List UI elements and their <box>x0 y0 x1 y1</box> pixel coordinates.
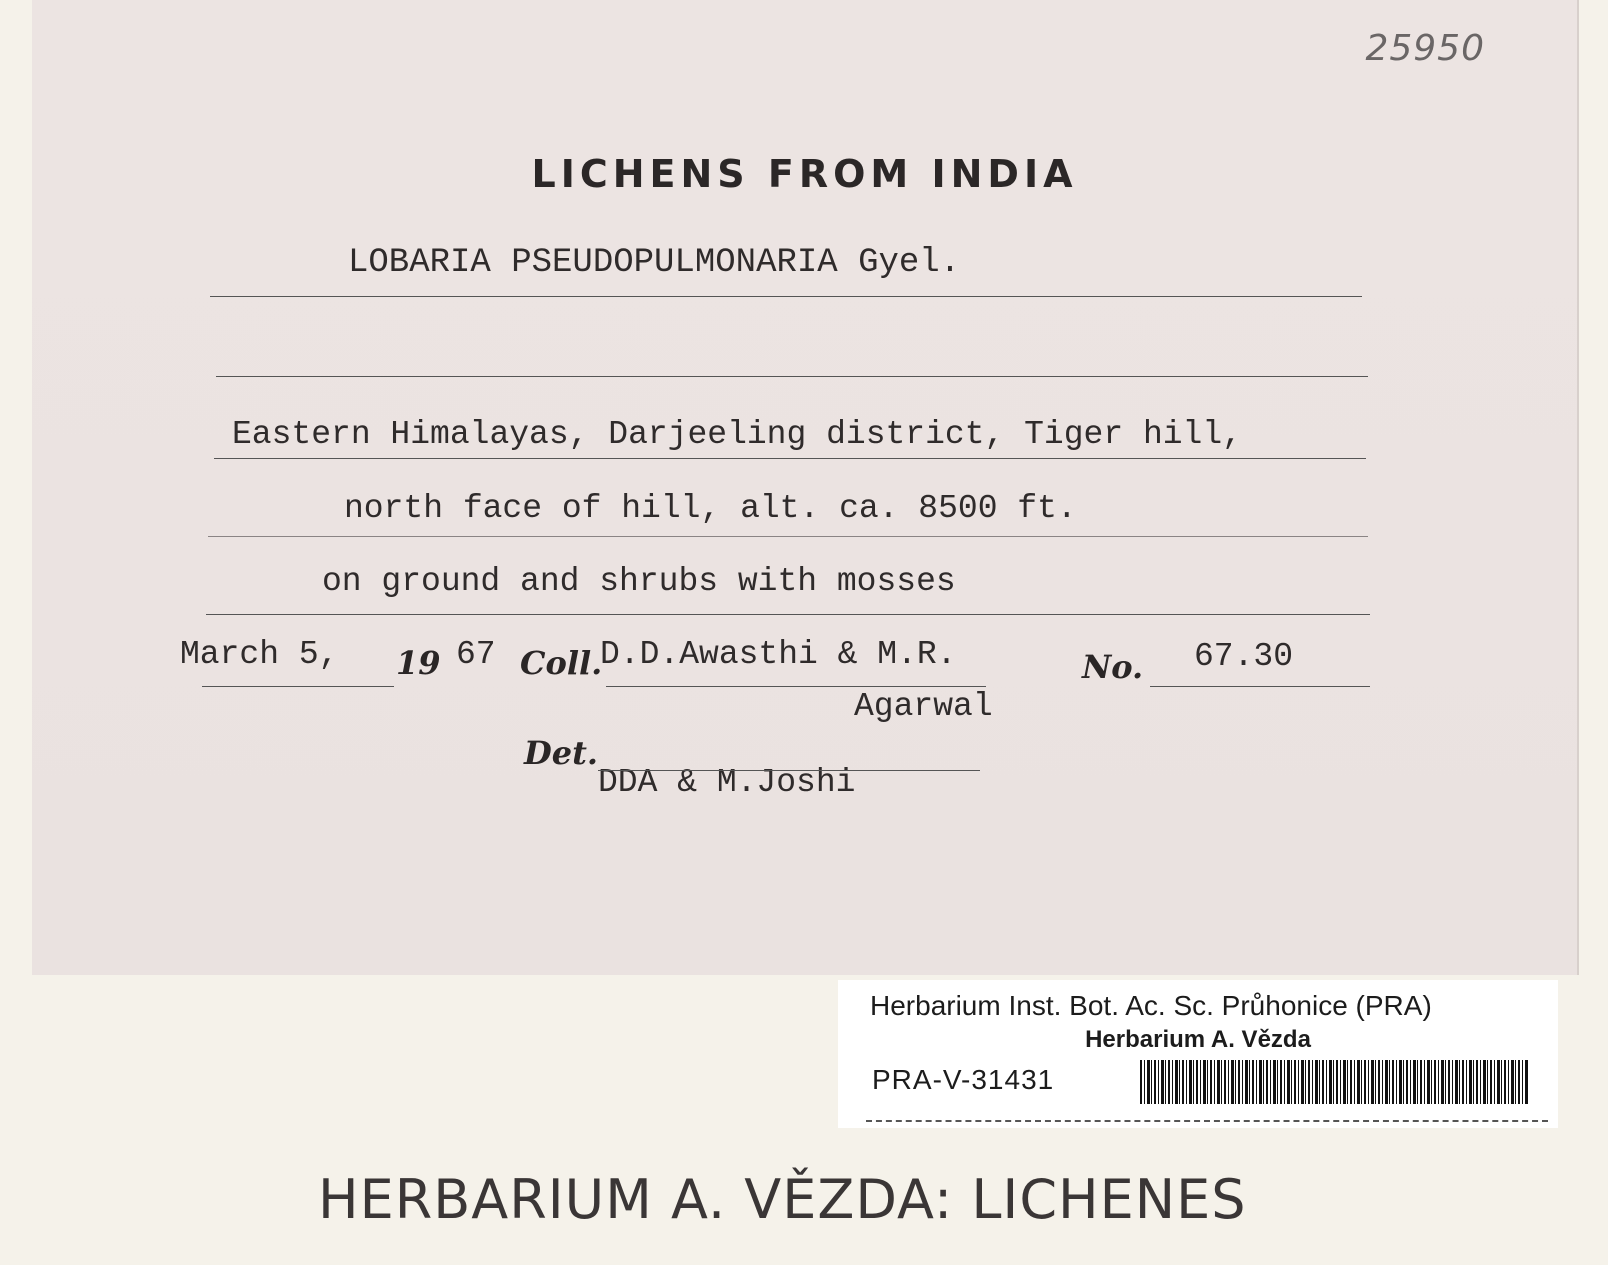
stamp-text: HERBARIUM A. VĚZDA: LICHENES <box>318 1168 1247 1231</box>
collector-label: Coll. <box>520 644 603 682</box>
accession-number: 25950 <box>1365 28 1485 69</box>
barcode <box>1140 1060 1528 1104</box>
locality-rule-2 <box>208 536 1368 537</box>
locality-rule-1 <box>214 458 1366 459</box>
blank-rule <box>216 376 1368 377</box>
determiner-name: DDA & M.Joshi <box>598 764 856 801</box>
collection-number: 67.30 <box>1194 638 1294 675</box>
year-prefix: 19 <box>396 644 441 682</box>
locality-line-2: north face of hill, alt. ca. 8500 ft. <box>344 490 1077 527</box>
habitat-text: on ground and shrubs with mosses <box>322 563 956 600</box>
herbarium-stamp <box>0 1168 1608 1231</box>
pra-barcode-label <box>838 980 1558 1128</box>
year-suffix: 67 <box>456 636 496 673</box>
species-rule <box>210 296 1362 297</box>
determiner-rule <box>598 770 980 771</box>
specimen-label-card <box>32 0 1579 975</box>
number-label: No. <box>1082 648 1144 686</box>
collector-line-2: Agarwal <box>854 688 993 725</box>
collection-name: Herbarium A. Vězda <box>1085 1026 1311 1053</box>
collector-line-1: D.D.Awasthi & M.R. <box>600 636 957 673</box>
collector-rule <box>606 686 986 687</box>
label-header: LICHENS FROM INDIA <box>531 152 1078 196</box>
institution-name: Herbarium Inst. Bot. Ac. Sc. Průhonice (PRA) <box>870 990 1432 1021</box>
number-rule <box>1150 686 1370 687</box>
species-name: LOBARIA PSEUDOPULMONARIA Gyel. <box>348 244 961 282</box>
locality-line-1: Eastern Himalayas, Darjeeling district, Tiger hill, <box>232 416 1242 453</box>
specimen-id: PRA-V-31431 <box>872 1064 1055 1095</box>
determiner-label: Det. <box>524 734 599 772</box>
collection-date: March 5, <box>180 636 339 673</box>
habitat-rule <box>206 614 1370 615</box>
cut-line <box>866 1120 1548 1122</box>
date-rule <box>202 686 394 687</box>
